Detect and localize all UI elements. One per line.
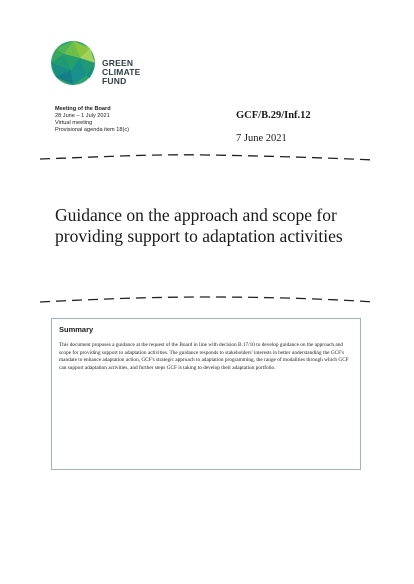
document-title: Guidance on the approach and scope for providing support to adaptation activities (55, 205, 343, 246)
agenda-item: Provisional agenda item 18(c) (55, 127, 129, 133)
summary-text: This document proposes a guidance at the request of the Board in line with decision B.17/10 to develop guidance on the approach and scope for providing support to adaptation activities. The guidance responds to stakeholders' interests in better understanding the GCF's mandate to enhance adaptation action, GCF's strategic approach to adaptation programming, the range of modalities through which GCF can support adaptation activities, and further steps GCF is taking to develop their adaptation portfolio. (59, 342, 349, 371)
logo-line-fund: FUND (102, 75, 127, 86)
logo-wordmark (102, 59, 141, 86)
document-code: GCF/B.29/Inf.12 (236, 110, 311, 121)
summary-heading: Summary (59, 325, 94, 334)
logo-line-climate: CLIMATE (102, 66, 141, 77)
green-climate-fund-globe-icon (50, 40, 96, 86)
summary-box (51, 318, 361, 470)
document-info (236, 110, 311, 144)
meeting-heading: Meeting of the Board (55, 106, 111, 112)
meeting-dates: 28 June – 1 July 2021 (55, 113, 110, 119)
top-wave-divider (40, 154, 374, 162)
gcf-logo (50, 40, 141, 86)
meeting-info (55, 106, 129, 134)
logo-line-green: GREEN (102, 57, 134, 68)
document-date: 7 June 2021 (236, 133, 287, 144)
bottom-wave-divider (40, 296, 374, 304)
meeting-format: Virtual meeting (55, 120, 93, 126)
